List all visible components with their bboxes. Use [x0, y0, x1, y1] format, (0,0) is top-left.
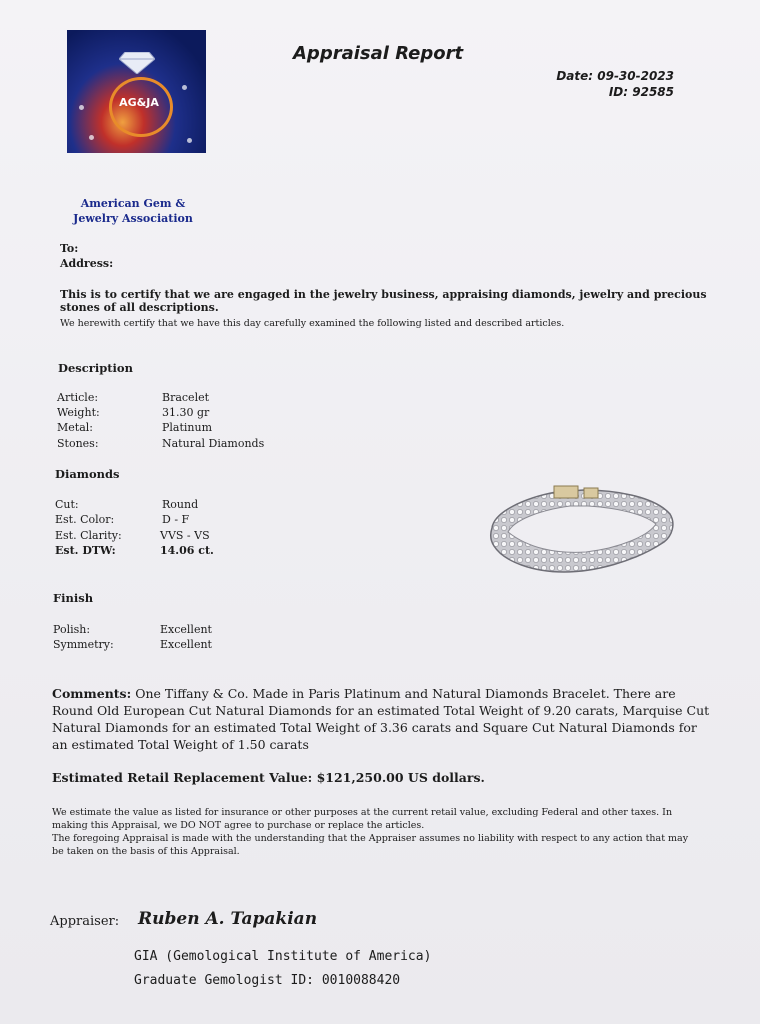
article-label: Article:	[57, 391, 99, 404]
footer-line1: We estimate the value as listed for insurance or other purposes at the current retail value, excluding Federal and other taxes. In making this Appraisal, we DO NOT agree to purchase or replace the articles.	[52, 807, 673, 831]
diamonds-heading: Diamonds	[55, 467, 120, 481]
clarity-value: VVS - VS	[160, 529, 210, 542]
dtw-value: 14.06 ct.	[160, 544, 214, 557]
bracelet-image	[484, 484, 678, 580]
appraiser-signature: Ruben A. Tapakian	[138, 909, 318, 929]
logo-text: AG&JA	[119, 96, 159, 109]
report-title: Appraisal Report	[293, 43, 464, 64]
stones-label: Stones:	[57, 437, 99, 450]
article-value: Bracelet	[162, 391, 210, 404]
association-logo	[67, 30, 206, 153]
clarity-label: Est. Clarity:	[55, 529, 122, 542]
color-value: D - F	[162, 513, 190, 526]
dtw-label: Est. DTW:	[55, 544, 116, 557]
retail-value: Estimated Retail Replacement Value: $121,250.00 US dollars.	[52, 770, 485, 785]
cut-value: Round	[162, 498, 199, 511]
diamond-icon	[119, 52, 155, 74]
report-id: ID: 92585	[608, 85, 674, 99]
to-label: To:	[60, 242, 79, 255]
polish-label: Polish:	[53, 623, 91, 636]
appraiser-org: GIA (Gemological Institute of America)	[134, 949, 432, 964]
sparkle-icon	[89, 135, 94, 140]
comments-text: One Tiffany & Co. Made in Paris Platinum and Natural Diamonds Bracelet. There are Round Old European Cut Natural Diamonds for an estimated Total Weight of 9.20 carats, Marquise Cut Natural Diamonds for an estimated Total Weight of 3.36 carats and Square Cut Natural Diamonds for an estimated Total Weight of 1.50 carats	[52, 686, 710, 752]
footer-disclaimer	[52, 806, 702, 858]
polish-value: Excellent	[160, 623, 212, 636]
footer-line2: The foregoing Appraisal is made with the understanding that the Appraiser assumes no liability with respect to any action that may be taken on the basis of this Appraisal.	[52, 833, 689, 857]
comments-block	[52, 685, 712, 753]
stones-value: Natural Diamonds	[162, 437, 265, 450]
symmetry-label: Symmetry:	[53, 638, 114, 651]
association-name: American Gem & Jewelry Association	[73, 197, 193, 225]
symmetry-value: Excellent	[160, 638, 212, 651]
weight-label: Weight:	[57, 406, 100, 419]
cut-label: Cut:	[55, 498, 79, 511]
sparkle-icon	[182, 85, 187, 90]
metal-label: Metal:	[57, 421, 93, 434]
sparkle-icon	[79, 105, 84, 110]
certify-bold-line2: stones of all descriptions.	[60, 301, 219, 314]
color-label: Est. Color:	[55, 513, 115, 526]
certify-bold-line1: This is to certify that we are engaged in the jewelry business, appraising diamonds, jewelry and precious	[60, 288, 707, 301]
appraiser-label: Appraiser:	[50, 914, 120, 929]
appraiser-credential: Graduate Gemologist ID: 0010088420	[134, 973, 401, 988]
weight-value: 31.30 gr	[162, 406, 210, 419]
address-label: Address:	[60, 257, 114, 270]
report-date: Date: 09-30-2023	[556, 69, 674, 83]
finish-heading: Finish	[53, 591, 94, 605]
metal-value: Platinum	[162, 421, 213, 434]
description-heading: Description	[58, 361, 133, 375]
comments-label: Comments:	[52, 686, 132, 701]
sparkle-icon	[187, 138, 192, 143]
certify-text: We herewith certify that we have this day carefully examined the following listed and described articles.	[60, 318, 565, 329]
